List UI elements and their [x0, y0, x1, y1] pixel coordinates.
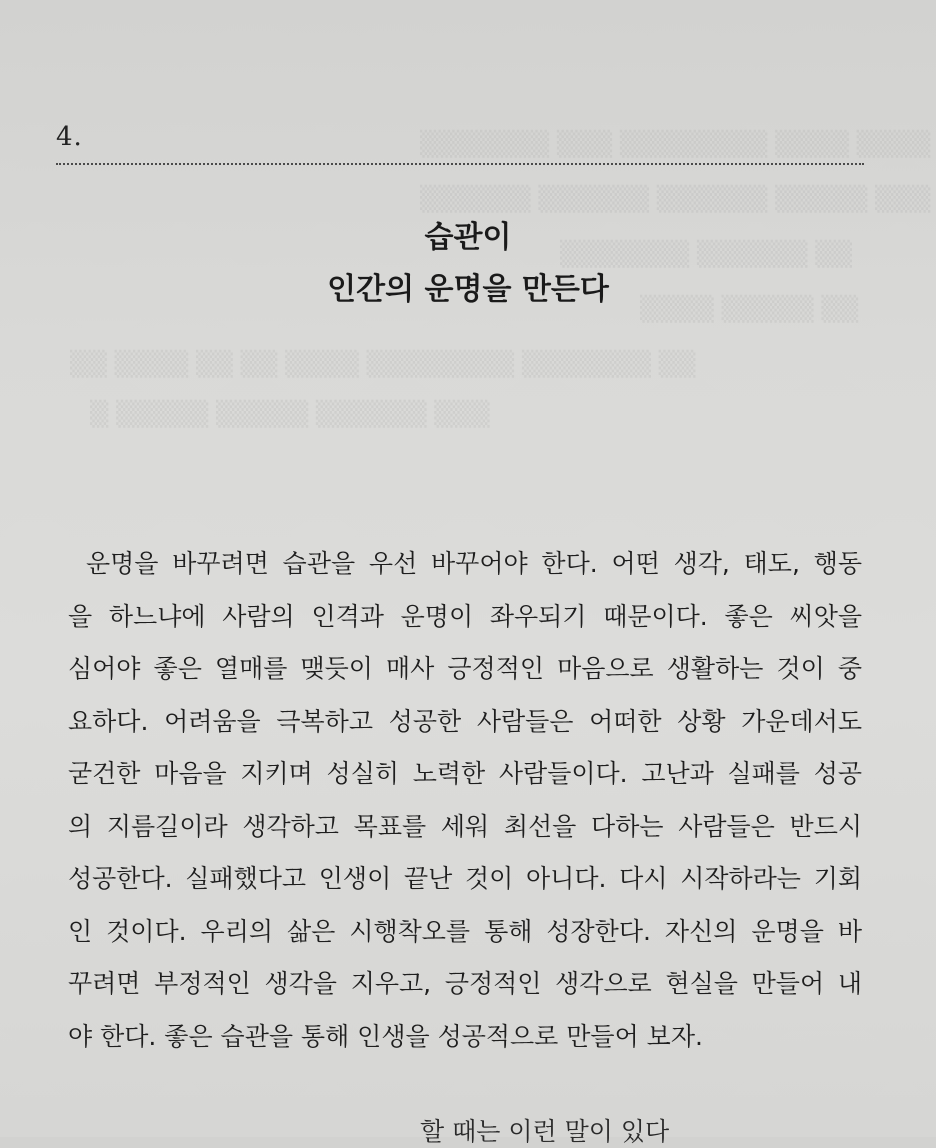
show-through-text: ▒▒▒▒▒▒▒ ▒▒▒▒▒▒ ▒▒ [560, 240, 853, 268]
cut-off-next-line: 할 때는 이런 말이 있다 [420, 1117, 670, 1146]
show-through-text: ▒▒▒▒ ▒▒▒▒▒ ▒▒ [640, 295, 859, 323]
body-line: 의 지름길이라 생각하고 목표를 세워 최선을 다하는 사람들은 반드시 [68, 811, 862, 841]
show-through-text: ▒▒▒▒▒▒▒ ▒▒▒ ▒▒▒▒▒▒▒▒ ▒▒▒▒ ▒▒▒▒ [420, 130, 931, 158]
body-line: 야 한다. 좋은 습관을 통해 인생을 성공적으로 만들어 보자. [68, 1021, 703, 1051]
body-line: 요하다. 어려움을 극복하고 성공한 사람들은 어떠한 상황 가운데서도 [68, 706, 862, 736]
chapter-title [0, 212, 936, 316]
body-line: 을 하느냐에 사람의 인격과 운명이 좌우되기 때문이다. 좋은 씨앗을 [68, 601, 862, 631]
body-paragraph [68, 538, 862, 1063]
title-line-2: 인간의 운명을 만든다 [327, 272, 609, 307]
chapter-number: 4. [56, 122, 83, 152]
body-line: 굳건한 마음을 지키며 성실히 노력한 사람들이다. 고난과 실패를 성공 [68, 759, 862, 788]
show-through-text: ▒ ▒▒▒▒▒ ▒▒▒▒▒ ▒▒▒▒▒▒ ▒▒▒ [90, 400, 490, 428]
show-through-text: ▒▒ ▒▒▒▒ ▒▒ ▒▒ ▒▒▒▒ ▒▒▒▒▒▒▒▒ ▒▒▒▒▒▒▒ ▒▒ [70, 350, 696, 378]
show-through-text: ▒▒▒▒▒▒ ▒▒▒▒▒▒ ▒▒▒▒▒▒ ▒▒▒▒▒ ▒▒▒ [420, 185, 931, 213]
body-line: 운명을 바꾸려면 습관을 우선 바꾸어야 한다. 어떤 생각, 태도, 행동 [86, 549, 862, 578]
title-line-1: 습관이 [424, 220, 512, 255]
body-line: 성공한다. 실패했다고 인생이 끝난 것이 아니다. 다시 시작하라는 기회 [68, 864, 862, 893]
dotted-divider [56, 163, 864, 165]
body-line: 인 것이다. 우리의 삶은 시행착오를 통해 성장한다. 자신의 운명을 바 [68, 916, 862, 946]
body-line: 꾸려면 부정적인 생각을 지우고, 긍정적인 생각으로 현실을 만들어 내 [68, 969, 862, 998]
body-line: 심어야 좋은 열매를 맺듯이 매사 긍정적인 마음으로 생활하는 것이 중 [68, 654, 862, 683]
